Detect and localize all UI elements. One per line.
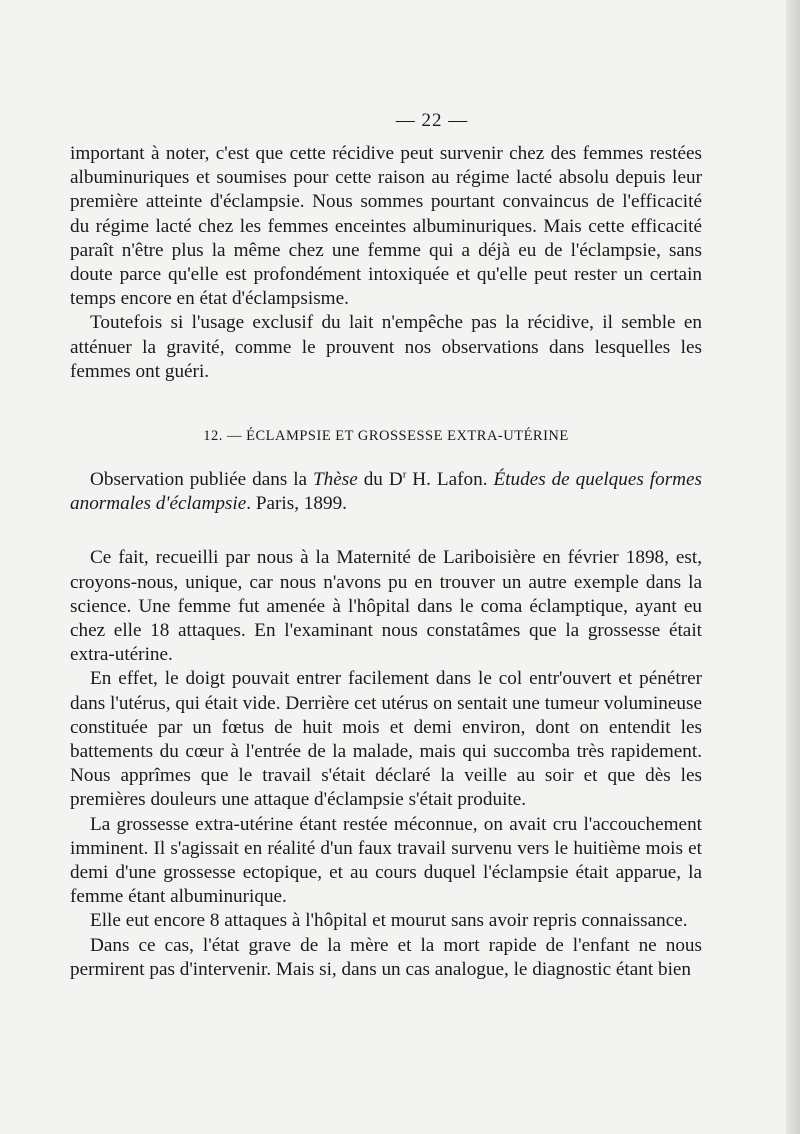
observation-dr-sup: r bbox=[402, 468, 407, 481]
paragraph-bottom-4: Elle eut encore 8 attaques à l'hôpital et mourut sans avoir repris connaissance. bbox=[90, 910, 688, 932]
observation-author: H. Lafon. bbox=[406, 469, 494, 491]
paragraph-bottom-1: Ce fait, recueilli par nous à la Maternité de Lariboisière en février 1898, est, croyons-nous, unique, car nous n'avons pu en trouver un autre exemple dans la science. Une femme fut amenée à l'hôpital dans le coma éclamptique, ayant eu chez elle 18 attaques. En l'examinant nous constatâmes que la grossesse était extra-utérine. bbox=[70, 547, 702, 666]
observation-prefix: Observation publiée dans la bbox=[90, 469, 314, 491]
page-number: — 22 — bbox=[395, 110, 469, 131]
page-edge bbox=[786, 0, 800, 1134]
observation-title: Études de quelques formes anormales d'éclampsie bbox=[70, 469, 703, 515]
paragraph-top-2: Toutefois si l'usage exclusif du lait n'empêche pas la récidive, il semble en atténuer la gravité, comme le prouvent nos observations dans lesquelles les femmes ont guéri. bbox=[70, 312, 702, 382]
paragraph-bottom-3: La grossesse extra-utérine étant restée méconnue, on avait cru l'accouchement imminent. Il s'agissait en réalité d'un faux travail survenu vers le huitième mois et demi d'une grossesse ectopique, et au cours duquel l'éclampsie était apparue, la femme étant albuminurique. bbox=[70, 813, 702, 908]
observation-suffix: . Paris, 1899. bbox=[246, 493, 347, 515]
observation-du: du D bbox=[357, 469, 403, 491]
observation-these: Thèse bbox=[313, 469, 358, 491]
book-page bbox=[70, 110, 702, 982]
observation-reference bbox=[70, 468, 702, 516]
paragraph-bottom-2: En effet, le doigt pouvait entrer facilement dans le col entr'ouvert et pénétrer dans l'utérus, qui était vide. Derrière cet utérus on sentait une tumeur volumineuse constituée par un fœtus de huit mois et demi environ, dont on entendit les battements du cœur à l'entrée de la malade, mais qui succomba très rapidement. Nous apprîmes que le travail s'était déclaré la veille au soir et que dès les premières douleurs une attaque d'éclampsie s'était produite. bbox=[70, 668, 702, 811]
paragraph-top-1: important à noter, c'est que cette récidive peut survenir chez des femmes restées albuminuriques et soumises pour cette raison au régime lacté absolu depuis leur première atteinte d'éclampsie. Nous sommes pourtant convaincus de l'efficacité du régime lacté chez les femmes enceintes albuminuriques. Mais cette efficacité paraît n'être plus la même chez une femme qui a déjà eu de l'éclampsie, sans doute parce qu'elle est profondément intoxiquée et qu'elle peut rester un certain temps encore en état d'éclampsisme. bbox=[70, 143, 702, 310]
section-heading: 12. — ÉCLAMPSIE ET GROSSESSE EXTRA-UTÉRINE bbox=[203, 428, 569, 445]
paragraph-bottom-5: Dans ce cas, l'état grave de la mère et la mort rapide de l'enfant ne nous permirent pas d'intervenir. Mais si, dans un cas analogue, le diagnostic étant bien bbox=[70, 934, 702, 980]
